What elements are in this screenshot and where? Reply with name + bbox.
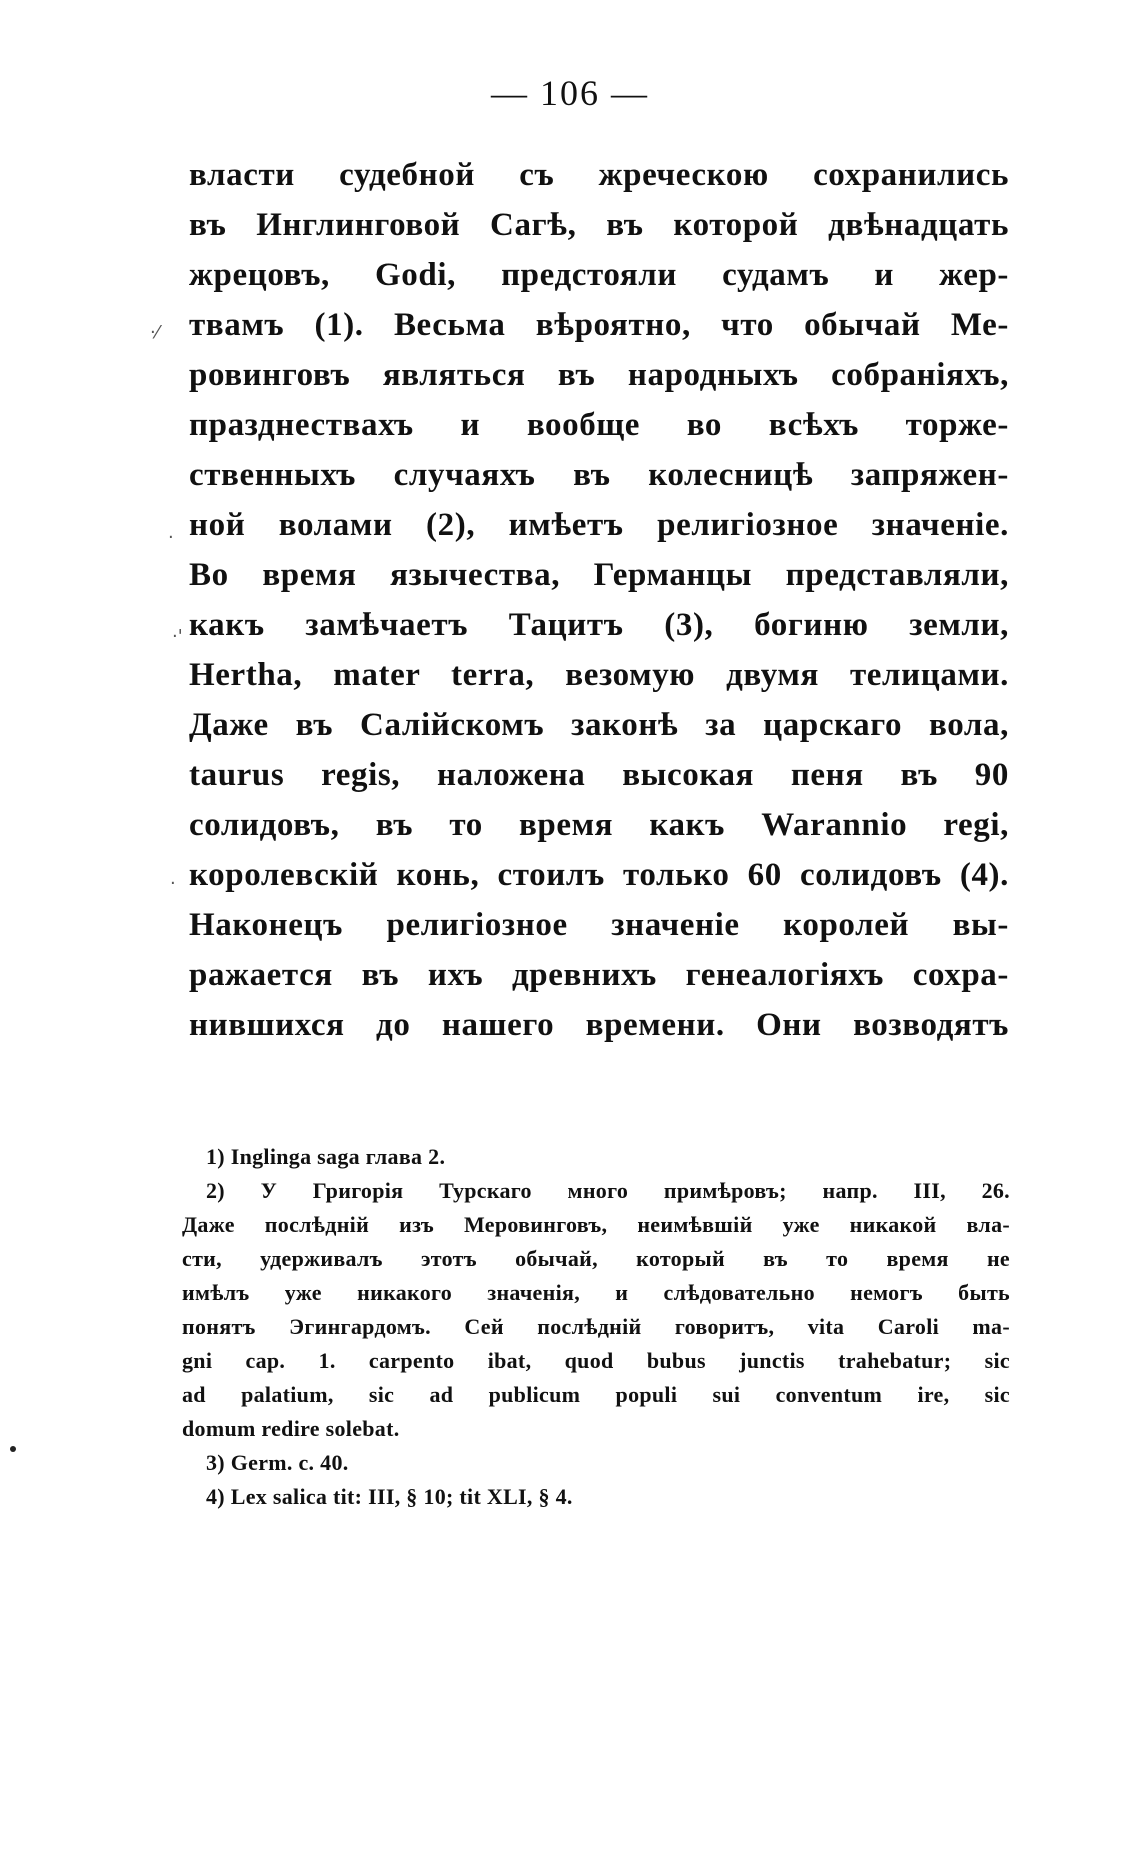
text-line: Во время язычества, Германцы представляли, — [189, 557, 1009, 593]
text-line: taurus regis, наложена высокая пеня въ 90 — [189, 757, 1009, 793]
footnote-2-line: domum redire solebat. — [182, 1416, 400, 1441]
text-line: королевскій конь, стоилъ только 60 солидовъ (4). — [189, 857, 1009, 893]
margin-dot — [10, 1446, 16, 1452]
text-line: солидовъ, въ то время какъ Warannio regi, — [189, 807, 1009, 843]
margin-mark: ·' — [172, 626, 183, 647]
footnote-2-line: понятъ Эгингардомъ. Сей послѣдній говоритъ, vita Caroli ma- — [182, 1314, 1010, 1339]
footnote-2-line: 2) У Григорія Турскаго много примѣровъ; напр. III, 26. — [206, 1178, 1010, 1203]
margin-mark: · — [170, 873, 176, 894]
margin-mark: · — [168, 527, 174, 548]
text-line: празднествахъ и вообще во всѣхъ торже- — [189, 407, 1009, 443]
footnote-3: 3) Germ. c. 40. — [206, 1450, 349, 1475]
text-line: Даже въ Салійскомъ законѣ за царскаго вола, — [189, 707, 1009, 743]
footnote-2-line: gni cap. 1. carpento ibat, quod bubus junctis trahebatur; sic — [182, 1348, 1010, 1373]
margin-mark: ·⁄ — [150, 322, 159, 343]
footnotes — [182, 1140, 1010, 1514]
text-line: ственныхъ случаяхъ въ колесницѣ запряжен- — [189, 457, 1009, 493]
text-line: Наконецъ религіозное значеніе королей вы- — [189, 907, 1009, 943]
footnote-2-line: ad palatium, sic ad publicum populi sui conventum ire, sic — [182, 1382, 1010, 1407]
text-line: власти судебной съ жреческою сохранились — [189, 157, 1009, 193]
footnote-2-line: сти, удерживалъ этотъ обычай, который въ то время не — [182, 1246, 1010, 1271]
page-number: — 106 — — [491, 73, 649, 113]
text-line: нившихся до нашего времени. Они возводятъ — [189, 1007, 1009, 1043]
footnote-2-line: имѣлъ уже никакого значенія, и слѣдовательно немогъ быть — [182, 1280, 1010, 1305]
footnote-1: 1) Inglinga saga глава 2. — [206, 1144, 446, 1169]
text-line: ражается въ ихъ древнихъ генеалогіяхъ сохра- — [189, 957, 1009, 993]
main-text — [189, 150, 1009, 1050]
text-line: въ Инглинговой Сагѣ, въ которой двѣнадцать — [189, 207, 1009, 243]
text-line: ной волами (2), имѣетъ религіозное значеніе. — [189, 507, 1009, 543]
text-line: ровинговъ являться въ народныхъ собраніяхъ, — [189, 357, 1009, 393]
footnote-4: 4) Lex salica tit: III, § 10; tit XLI, § 4. — [206, 1484, 573, 1509]
text-line: жрецовъ, Godi, предстояли судамъ и жер- — [189, 257, 1009, 293]
footnote-2-line: Даже послѣдній изъ Меровинговъ, неимѣвшій уже никакой вла- — [182, 1212, 1010, 1237]
text-line: какъ замѣчаетъ Тацитъ (3), богиню земли, — [189, 607, 1009, 643]
text-line: твамъ (1). Весьма вѣроятно, что обычай Ме- — [189, 307, 1009, 343]
text-line: Hertha, mater terra, везомую двумя телицами. — [189, 657, 1009, 693]
